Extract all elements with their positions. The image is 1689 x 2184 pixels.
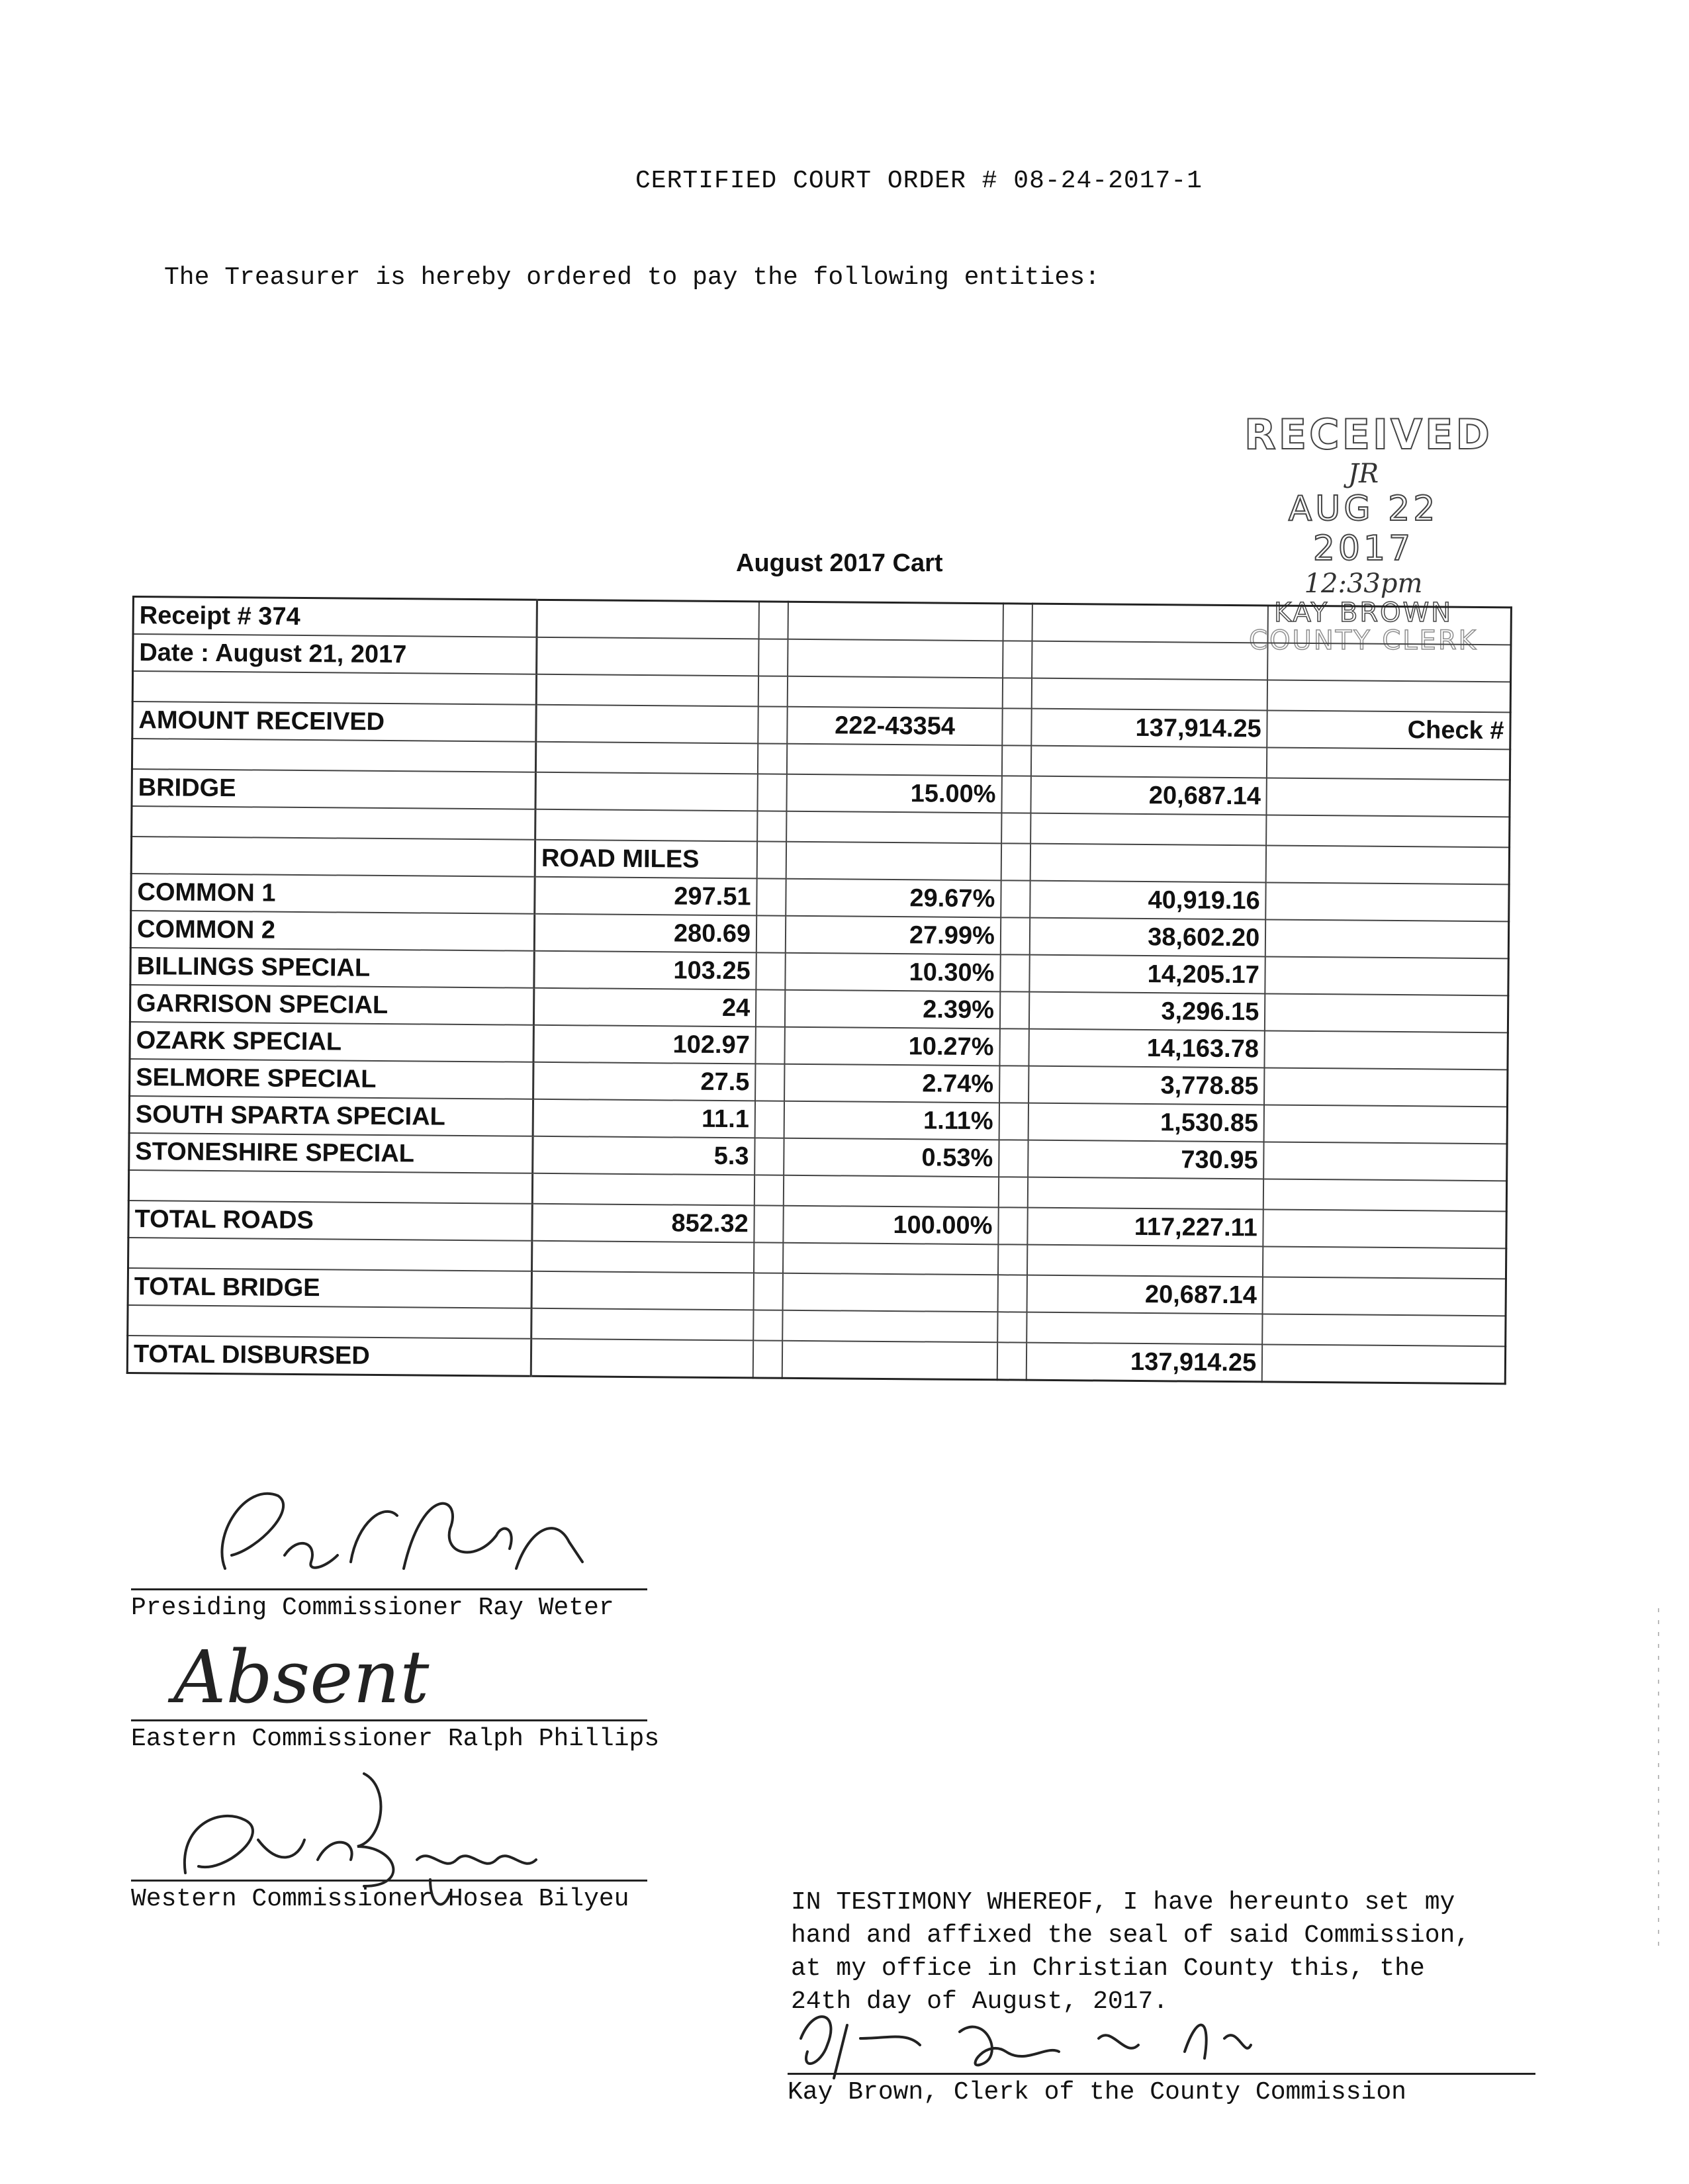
account-number: 222-43354 xyxy=(788,707,1003,746)
signature-line xyxy=(131,1588,647,1590)
total-disbursed-label: TOTAL DISBURSED xyxy=(127,1336,531,1376)
amount-received-label: AMOUNT RECEIVED xyxy=(132,702,536,742)
road-miles: 297.51 xyxy=(535,877,757,916)
total-disbursed-amount: 137,914.25 xyxy=(1027,1343,1263,1382)
signature-line xyxy=(131,1719,647,1721)
road-name: COMMON 2 xyxy=(130,911,534,951)
road-miles: 11.1 xyxy=(533,1099,755,1138)
road-name: OZARK SPECIAL xyxy=(130,1022,533,1062)
road-percent: 2.74% xyxy=(784,1064,999,1103)
road-percent: 29.67% xyxy=(786,879,1001,918)
receipt-date: Date : August 21, 2017 xyxy=(133,634,537,674)
amount-received-value: 137,914.25 xyxy=(1031,709,1267,748)
stamp-date: AUG 22 2017 xyxy=(1288,489,1439,569)
road-amount: 3,296.15 xyxy=(1029,992,1265,1031)
road-miles: 24 xyxy=(533,988,756,1027)
road-percent: 10.30% xyxy=(786,953,1001,992)
road-amount: 40,919.16 xyxy=(1030,881,1266,920)
signature-ray-weter xyxy=(185,1456,609,1595)
scan-edge-mark xyxy=(1658,1608,1659,1952)
total-roads-percent: 100.00% xyxy=(784,1206,999,1245)
road-miles: 5.3 xyxy=(533,1136,755,1175)
bridge-label: BRIDGE xyxy=(132,769,535,809)
road-percent: 2.39% xyxy=(785,990,1000,1029)
receipt-number: Receipt # 374 xyxy=(133,597,537,637)
road-amount: 730.95 xyxy=(1028,1140,1264,1179)
bridge-amount: 20,687.14 xyxy=(1031,776,1267,815)
road-percent: 1.11% xyxy=(784,1101,999,1140)
signature-line xyxy=(788,2073,1535,2075)
road-miles: 103.25 xyxy=(534,951,756,990)
stamp-received: RECEIVED xyxy=(1244,410,1492,459)
road-name: SOUTH SPARTA SPECIAL xyxy=(129,1096,533,1136)
western-commissioner-label: Western Commissioner Hosea Bilyeu xyxy=(131,1885,629,1913)
eastern-commissioner-label: Eastern Commissioner Ralph Phillips xyxy=(131,1725,660,1753)
eastern-handwritten-absent: Absent xyxy=(173,1635,430,1719)
road-name: COMMON 1 xyxy=(131,874,535,914)
disbursement-table xyxy=(126,596,1512,1385)
stamp-initials: JR xyxy=(1347,459,1379,489)
road-miles: 27.5 xyxy=(533,1062,756,1101)
road-amount: 38,602.20 xyxy=(1030,918,1266,957)
road-miles-header: ROAD MILES xyxy=(535,840,757,879)
total-bridge-amount: 20,687.14 xyxy=(1027,1275,1263,1314)
road-name: SELMORE SPECIAL xyxy=(130,1059,533,1099)
stamp-time: 12:33pm xyxy=(1304,569,1423,599)
check-number-header: Check # xyxy=(1267,710,1511,749)
presiding-commissioner-label: Presiding Commissioner Ray Weter xyxy=(131,1594,614,1622)
road-name: BILLINGS SPECIAL xyxy=(130,948,534,988)
road-percent: 27.99% xyxy=(786,916,1001,955)
testimony-text: IN TESTIMONY WHEREOF, I have hereunto set my hand and affixed the seal of said Commission, at my office in Christian County this, the 24th day of August, 2017. xyxy=(791,1888,1471,2016)
stamp-office: COUNTY CLERK xyxy=(1249,625,1478,656)
total-roads-amount: 117,227.11 xyxy=(1027,1208,1263,1247)
road-miles: 102.97 xyxy=(533,1025,756,1064)
road-amount: 3,778.85 xyxy=(1028,1066,1265,1105)
road-miles: 280.69 xyxy=(534,914,756,953)
signature-clerk xyxy=(788,1999,1449,2085)
road-percent: 0.53% xyxy=(784,1138,999,1177)
cart-title: August 2017 Cart xyxy=(736,549,943,577)
road-name: GARRISON SPECIAL xyxy=(130,985,533,1025)
order-title: CERTIFIED COURT ORDER # 08-24-2017-1 xyxy=(635,167,1203,195)
order-intro: The Treasurer is hereby ordered to pay the following entities: xyxy=(164,263,1100,292)
stamp-name: KAY BROWN xyxy=(1273,598,1453,628)
bridge-percent: 15.00% xyxy=(787,774,1002,813)
road-name: STONESHIRE SPECIAL xyxy=(129,1133,533,1173)
total-roads-miles: 852.32 xyxy=(532,1204,754,1243)
signature-line xyxy=(131,1880,647,1882)
road-amount: 14,163.78 xyxy=(1029,1029,1265,1068)
road-amount: 1,530.85 xyxy=(1028,1103,1265,1142)
road-amount: 14,205.17 xyxy=(1029,955,1265,994)
clerk-label: Kay Brown, Clerk of the County Commission xyxy=(788,2078,1406,2107)
road-percent: 10.27% xyxy=(785,1027,1000,1066)
total-roads-label: TOTAL ROADS xyxy=(128,1201,532,1241)
total-bridge-label: TOTAL BRIDGE xyxy=(128,1268,531,1308)
